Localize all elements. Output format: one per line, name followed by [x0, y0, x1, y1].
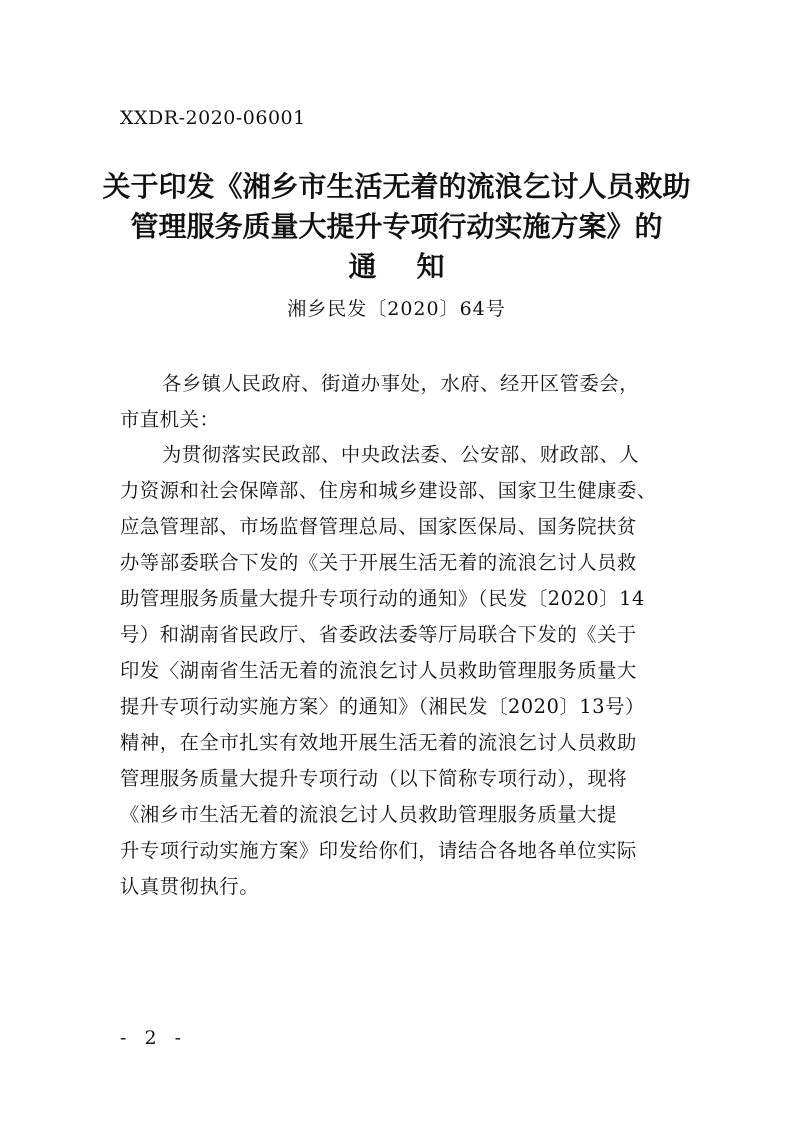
page-number: - 2 -: [120, 1027, 188, 1049]
paragraph-line: 应急管理部、市场监督管理总局、国家医保局、国务院扶贫: [120, 515, 637, 538]
body-paragraph: [120, 437, 685, 905]
paragraph-line: 印发〈湖南省生活无着的流浪乞讨人员救助管理服务质量大: [120, 659, 637, 682]
document-title-line-1: 关于印发《湘乡市生活无着的流浪乞讨人员救助: [102, 170, 691, 203]
salutation-line-1: 各乡镇人民政府、街道办事处，水府、经开区管委会，: [162, 372, 640, 395]
salutation-line-2: 市直机关：: [120, 408, 220, 431]
issue-number: 湘乡民发〔2020〕64号: [287, 298, 506, 320]
paragraph-line: 号）和湖南省民政厅、省委政法委等厅局联合下发的《关于: [120, 623, 637, 646]
paragraph-line: 认真贯彻执行。: [120, 875, 260, 898]
paragraph-line: 为贯彻落实民政部、中央政法委、公安部、财政部、人: [162, 443, 640, 466]
document-title-line-2: 管理服务质量大提升专项行动实施方案》的: [130, 210, 663, 243]
paragraph-line: 升专项行动实施方案》印发给你们，请结合各地各单位实际: [120, 839, 637, 862]
paragraph-line: 提升专项行动实施方案〉的通知》（湘民发〔2020〕13号）: [120, 695, 645, 718]
document-code: XXDR-2020-06001: [120, 107, 306, 129]
paragraph-line: 办等部委联合下发的《关于开展生活无着的流浪乞讨人员救: [120, 551, 637, 574]
document-title-line-3: 通知: [348, 250, 485, 283]
paragraph-line: 精神，在全市扎实有效地开展生活无着的流浪乞讨人员救助: [120, 731, 637, 754]
paragraph-line: 力资源和社会保障部、住房和城乡建设部、国家卫生健康委、: [120, 479, 657, 502]
paragraph-line: 助管理服务质量大提升专项行动的通知》（民发〔2020〕14: [120, 587, 645, 610]
paragraph-line: 《湘乡市生活无着的流浪乞讨人员救助管理服务质量大提: [120, 803, 618, 826]
paragraph-line: 管理服务质量大提升专项行动（以下简称专项行动），现将: [120, 767, 628, 790]
salutation: [120, 366, 685, 438]
